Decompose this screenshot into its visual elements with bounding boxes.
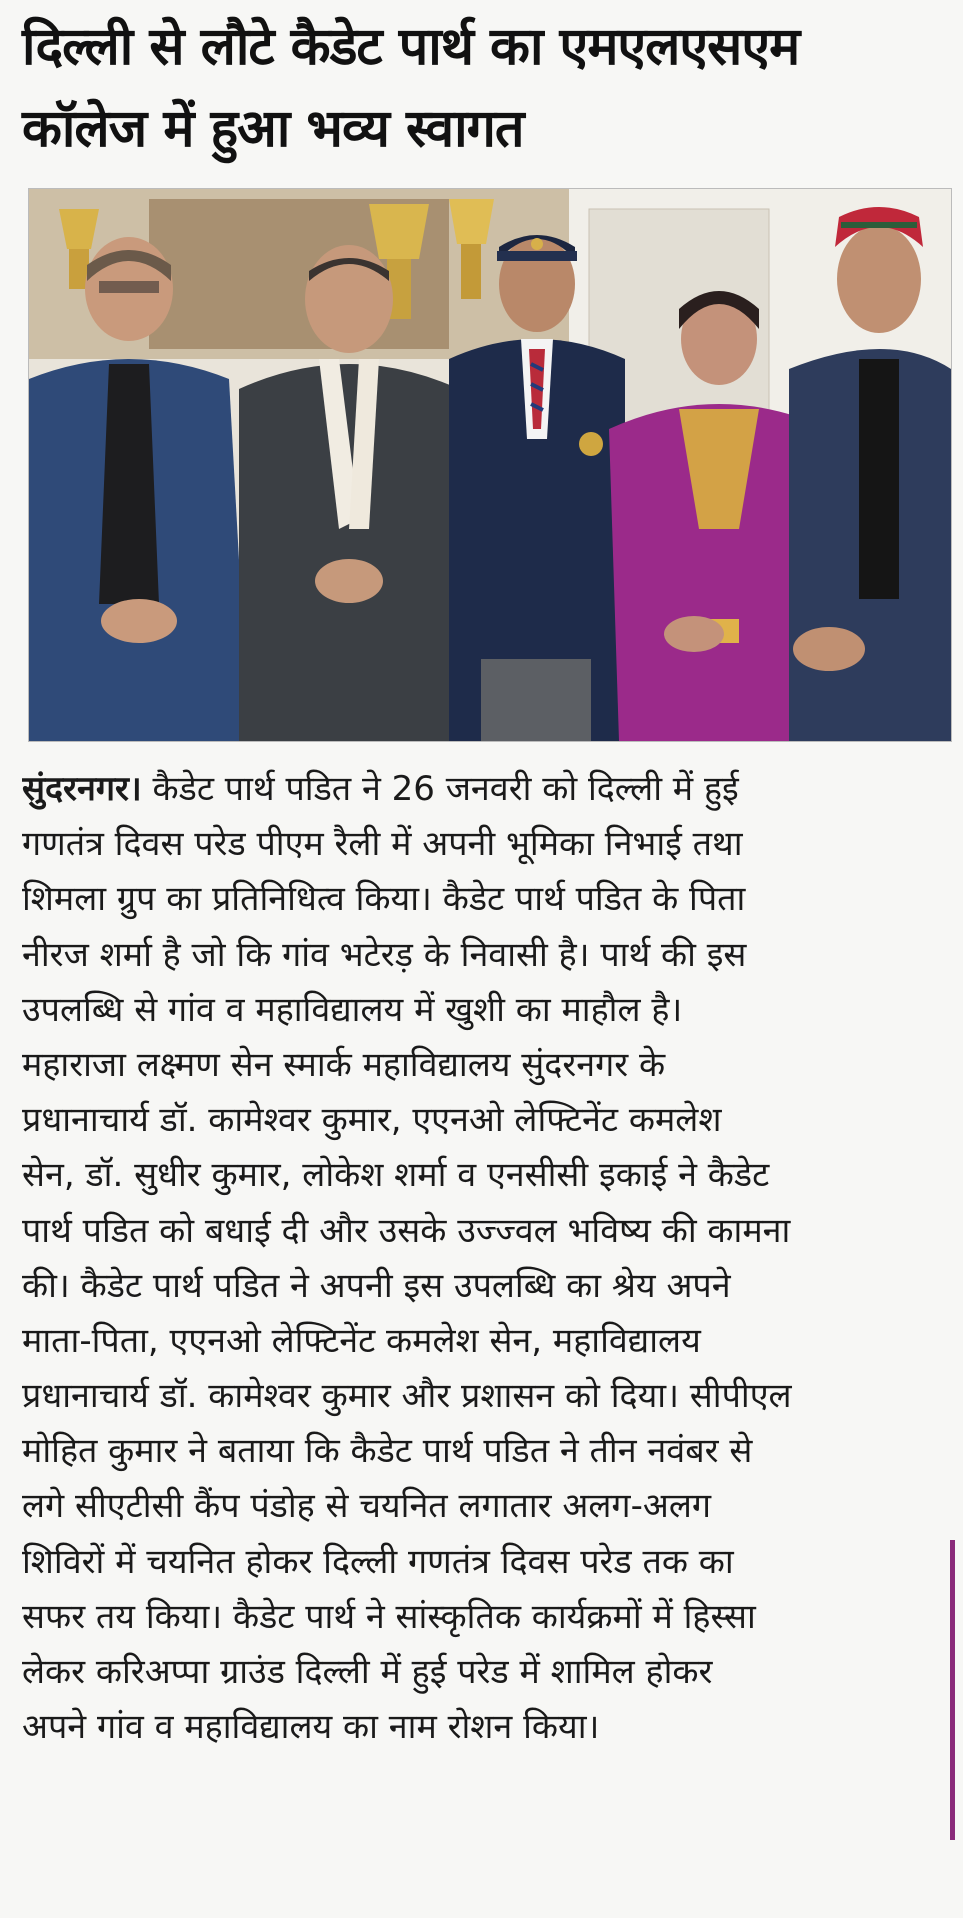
article-body (22, 762, 947, 1755)
column-rule (950, 1540, 955, 1840)
article-line-text: कैडेट पार्थ पडित ने 26 जनवरी को दिल्ली में हुई (141, 769, 739, 809)
article-line (22, 762, 947, 817)
article-line: प्रधानाचार्य डॉ. कामेश्वर कुमार और प्रशासन को दिया। सीपीएल (22, 1376, 792, 1417)
group-photo (28, 188, 952, 742)
article-line: लगे सीएटीसी कैंप पंडोह से चयनित लगातार अलग-अलग (22, 1486, 712, 1527)
article-line: लेकर करिअप्पा ग्राउंड दिल्ली में हुई परेड में शामिल होकर (22, 1652, 713, 1692)
article-line: सफर तय किया। कैडेट पार्थ ने सांस्कृतिक कार्यक्रमों में हिस्सा (22, 1596, 756, 1637)
article-line: की। कैडेट पार्थ पडित ने अपनी इस उपलब्धि का श्रेय अपने (22, 1265, 731, 1306)
article-line: गणतंत्र दिवस परेड पीएम रैली में अपनी भूमिका निभाई तथा (22, 824, 743, 865)
headline-line-1: दिल्ली से लौटे कैडेट पार्थ का एमएलएसएम (22, 17, 800, 77)
article-line: प्रधानाचार्य डॉ. कामेश्वर कुमार, एएनओ लेफ्टिनेंट कमलेश (22, 1100, 722, 1141)
article-line: शिविरों में चयनित होकर दिल्ली गणतंत्र दिवस परेड तक का (22, 1541, 734, 1582)
group-photo-illustration (29, 189, 951, 741)
article-line: उपलब्धि से गांव व महाविद्यालय में खुशी का माहौल है। (22, 989, 683, 1030)
headline (22, 6, 942, 170)
article-line: नीरज शर्मा है जो कि गांव भटेरड़ के निवासी है। पार्थ की इस (22, 934, 747, 975)
dateline: सुंदरनगर। (22, 769, 142, 809)
article-line: पार्थ पडित को बधाई दी और उसके उज्ज्वल भविष्य की कामना (22, 1210, 791, 1251)
headline-line-2: कॉलेज में हुआ भव्य स्वागत (22, 99, 524, 159)
article-line: माता-पिता, एएनओ लेफ्टिनेंट कमलेश सेन, महाविद्यालय (22, 1320, 701, 1361)
article-line: अपने गांव व महाविद्यालय का नाम रोशन किया। (22, 1707, 600, 1748)
article-line: सेन, डॉ. सुधीर कुमार, लोकेश शर्मा व एनसीसी इकाई ने कैडेट (22, 1155, 770, 1196)
article-line: मोहित कुमार ने बताया कि कैडेट पार्थ पडित ने तीन नवंबर से (22, 1431, 753, 1472)
article-line: महाराजा लक्ष्मण सेन स्मार्क महाविद्यालय सुंदरनगर के (22, 1044, 666, 1085)
article-line: शिमला ग्रुप का प्रतिनिधित्व किया। कैडेट पार्थ पडित के पिता (22, 879, 746, 920)
